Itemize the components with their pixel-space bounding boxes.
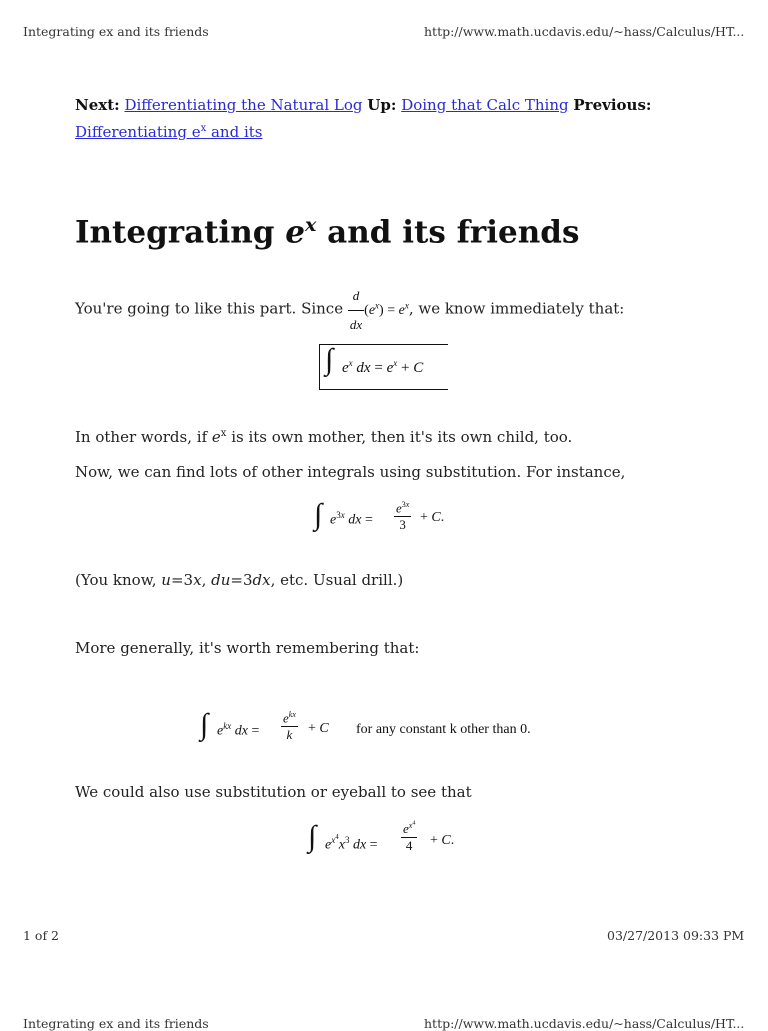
previous-label: Previous: (573, 96, 652, 114)
up-label: Up: (367, 96, 397, 114)
next-page-header-url: http://www.math.ucdavis.edu/~hass/Calculus/HT... (424, 1016, 745, 1031)
boxed-integral-equation: ∫ $e^x$ dx = $e^x + C$ (319, 344, 448, 390)
substitution-paragraph: Now, we can find lots of other integrals using substitution. For instance, (75, 463, 626, 481)
next-page-header-title: Integrating ex and its friends (23, 1016, 209, 1031)
integral-ex4-equation: ∫ $e^{x^4}x^3$ dx = $\frac{e^{x^4}}{4}$ + C. (308, 820, 455, 853)
next-label: Next: (75, 96, 120, 114)
print-header-title: Integrating ex and its friends (23, 24, 209, 39)
next-link[interactable]: Differentiating the Natural Log (124, 96, 363, 114)
print-header-url: http://www.math.ucdavis.edu/~hass/Calculus/HT... (424, 24, 745, 39)
previous-link[interactable]: Differentiating $e^x$ and its (75, 123, 263, 141)
integral-e3x-equation: ∫ $e^{3x}$ dx = $\frac{e^{3x}}{3}$ + C. (314, 498, 445, 533)
generally-paragraph: More generally, it's worth remembering that: (75, 639, 420, 657)
page-number: 1 of 2 (23, 928, 60, 943)
print-datetime: 03/27/2013 09:33 PM (607, 928, 745, 943)
integral-ekx-equation: ∫ $e^{kx}$ dx = $e^{kx}$ k + C for any constant k other than 0. (200, 708, 531, 743)
navigation-bar (75, 93, 695, 144)
any-constant-note: for any constant k other than 0. (356, 722, 531, 737)
mother-child-paragraph: In other words, if $e^x$ is its own mother, then it's its own child, too. (75, 428, 573, 446)
page-title: Integrating $e^x$ and its friends (75, 214, 580, 251)
usual-drill-paragraph: (You know, u=3x, du=3dx, etc. Usual drill.) (75, 571, 404, 589)
derivative-equation: $\frac{d}{dx}$ $(e^x) = e^x$ (348, 303, 409, 318)
eyeball-paragraph: We could also use substitution or eyeball to see that (75, 783, 472, 801)
intro-paragraph: You're going to like this part. Since $\frac{d}{dx}$ $(e^x) = e^x$, we know immediately that: (75, 282, 624, 339)
up-link[interactable]: Doing that Calc Thing (401, 96, 569, 114)
